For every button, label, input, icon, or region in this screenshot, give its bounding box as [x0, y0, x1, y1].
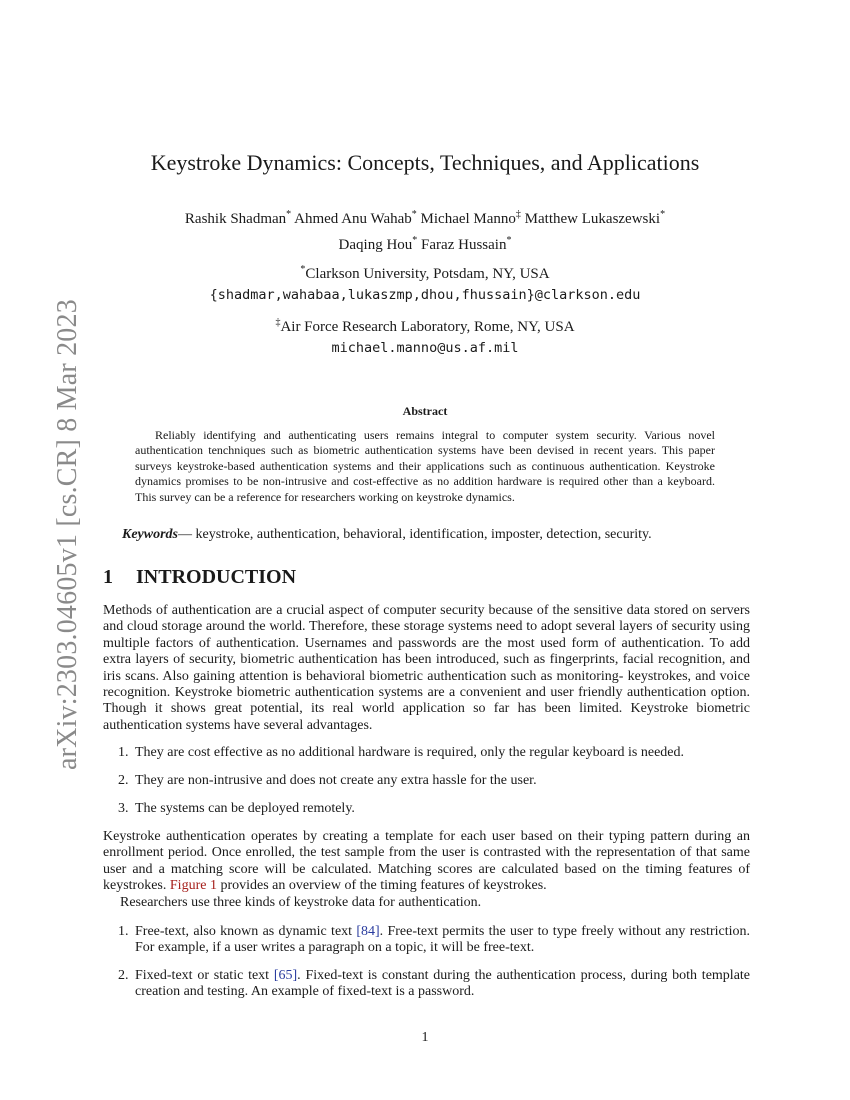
list-text-part: Free-text, also known as dynamic text: [135, 924, 357, 939]
figure-link[interactable]: Figure 1: [169, 878, 217, 894]
section-title: INTRODUCTION: [136, 566, 297, 588]
list-number: 3.: [118, 801, 129, 816]
page-number: 1: [421, 1030, 429, 1045]
author: Rashik Shadman: [184, 211, 287, 227]
abstract-text: Reliably identifying and authenticating users remains integral to computer system security. Various novel authentication tenchniques such as biometric authentication systems have been devised in recent years. This paper surveys keystroke-based authentication systems and their applications such as continuous authentication. Keystroke dynamics promises to be non-intrusive and cost-effective as no addition hardware is required other than a keyboard. This survey can be a reference for researchers working on keystroke dynamics.: [135, 428, 715, 504]
list-text: The systems can be deployed remotely.: [135, 801, 355, 816]
author-mark: *: [506, 235, 512, 246]
list-item: [118, 745, 750, 761]
author-mark: *: [412, 235, 418, 246]
list-number: 1.: [118, 924, 129, 939]
citation-link[interactable]: [65]: [273, 968, 298, 983]
list-text-part: . Fixed-text is constant during the authentication process, during both template creation and testing. An example of fixed-text is a password.: [135, 968, 751, 1000]
affiliation-email: michael.manno@us.af.mil: [331, 340, 519, 356]
list-text: [118, 968, 750, 1001]
arxiv-id: arXiv:2303.04605v1 [cs.CR] 8 Mar 2023: [52, 299, 83, 770]
affiliation-afrl: [0, 312, 850, 359]
author-mark: *: [411, 209, 417, 220]
affiliation-mark: *: [300, 264, 306, 275]
intro-paragraph: Methods of authentication are a crucial aspect of computer security because of the sensitive data stored on servers and cloud storage around the world. Therefore, these storage systems need to adopt several layers of security using multiple factors of authentication. Usernames and passwords are the most used form of authentication. To add extra layers of security, biometric authentication has been introduced, such as fingerprints, facial recognition, and iris scans. Also gaining attention is behavioral biometric authentication such as monitoring- keystrokes, and voice recognition. Keystroke biometric authentication systems are a convenient and user friendly authentication option. Though it shows great potential, its real world application so far has been limited. Keystroke biometric authentication systems have several advantages.: [103, 603, 750, 733]
keywords-label: Keywords: [122, 527, 178, 542]
author: Matthew Lukaszewski: [524, 211, 661, 227]
list-text: They are cost effective as no additional hardware is required, only the regular keyboard is needed.: [135, 745, 685, 760]
list-number: 1.: [118, 745, 129, 760]
author-list: [0, 204, 850, 256]
data-kinds-paragraph: Researchers use three kinds of keystroke data for authentication.: [120, 895, 482, 910]
list-item: [118, 924, 750, 957]
author: Daqing Hou: [338, 237, 413, 253]
citation-link[interactable]: [84]: [356, 924, 380, 939]
list-number: 2.: [118, 968, 129, 983]
abstract-heading: Abstract: [402, 404, 448, 418]
author: Faraz Hussain: [421, 237, 507, 253]
list-item: [118, 801, 750, 817]
author-mark: *: [286, 209, 292, 220]
author: Michael Manno: [420, 211, 516, 227]
list-item: [118, 773, 750, 789]
author-mark: ‡: [515, 209, 521, 220]
arxiv-stamp: [20, 299, 83, 770]
section-number: 1: [103, 566, 113, 588]
author: Ahmed Anu Wahab: [294, 211, 412, 227]
affiliation-mark: ‡: [275, 317, 281, 328]
paper-title: Keystroke Dynamics: Concepts, Techniques, and Applications: [150, 150, 700, 175]
author-mark: *: [660, 209, 666, 220]
affiliation-clarkson: [0, 259, 850, 306]
template-paragraph: [103, 829, 750, 895]
list-text-part: . Free-text permits the user to type freely without any restriction. For example, if a user writes a paragraph on a topic, it will be free-text.: [135, 924, 750, 956]
keywords-text: — keystroke, authentication, behavioral, identification, imposter, detection, security.: [178, 527, 652, 542]
paragraph-text: Keystroke authentication operates by creating a template for each user based on their typing pattern during an enrollment period. Once enrolled, the test sample from the user is contrasted with the representation of that same user and a matching score will be calculated. Matching scores are calculated based on the timing features of keystrokes.: [103, 829, 750, 894]
list-number: 2.: [118, 773, 129, 788]
list-text-part: Fixed-text or static text: [135, 968, 274, 983]
affiliation-email: {shadmar,wahabaa,lukaszmp,dhou,fhussain}@clarkson.edu: [209, 287, 641, 303]
paragraph-text: provides an overview of the timing features of keystrokes.: [216, 878, 547, 894]
list-text: They are non-intrusive and does not create any extra hassle for the user.: [135, 773, 537, 788]
section-heading: [103, 566, 296, 589]
keywords-line: [122, 527, 732, 543]
affiliation-name: Air Force Research Laboratory, Rome, NY, USA: [280, 319, 575, 335]
list-item: [118, 968, 750, 1001]
list-text: [118, 924, 750, 957]
affiliation-name: Clarkson University, Potsdam, NY, USA: [305, 266, 550, 282]
